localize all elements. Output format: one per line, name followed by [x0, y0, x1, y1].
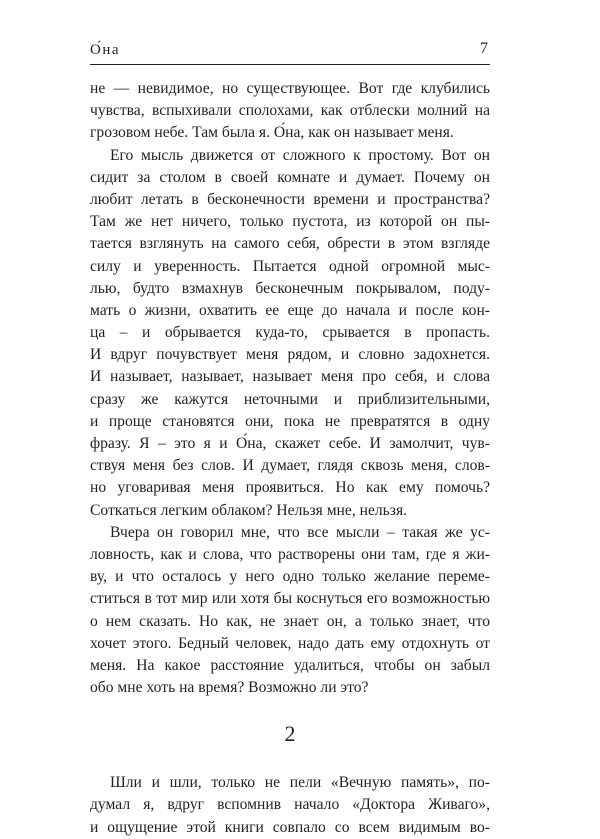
- text-line: лью, будто взмахнув бесконечным покрывалом, поду-: [90, 279, 490, 297]
- running-title: О́на: [90, 42, 121, 58]
- text-line: И вдруг почувствует меня рядом, и словно задохнется.: [90, 346, 490, 364]
- chapter-number: 2: [284, 721, 296, 747]
- text-line: ву, и что осталось у него одно только желание переме-: [90, 568, 490, 586]
- paragraph-1: [90, 78, 490, 145]
- paragraph-2: [90, 145, 490, 522]
- text-line: И называет, называет, называет меня про себя, и слова: [90, 368, 490, 386]
- text-line: о нем сказать. Но как, не знает он, а только знает, что: [90, 612, 490, 630]
- text-line: чувства, вспыхивали сполохами, как отблески молний на: [90, 102, 490, 120]
- text-line: Шли и шли, только не пели «Вечную память», по-: [110, 774, 490, 792]
- text-line: сразу же кажутся неточными и приблизительными,: [90, 390, 490, 408]
- text-line: любит летать в бесконечности времени и пространства?: [90, 190, 490, 208]
- header-rule: [90, 64, 490, 65]
- paragraph-4: [90, 772, 490, 839]
- text-line: хочет этого. Бедный человек, надо дать ему отдохнуть от: [90, 634, 490, 652]
- text-line: Соткаться легким облаком? Нельзя мне, нельзя.: [90, 501, 408, 519]
- text-line: меня. На какое расстояние удалиться, чтобы он забыл: [90, 656, 490, 674]
- text-line: обо мне хоть на время? Возможно ли это?: [90, 679, 369, 697]
- text-line: ствуя меня без слов. И думает, глядя сквозь меня, слов-: [90, 457, 490, 475]
- text-line: Его мысль движется от сложного к простому. Вот он: [110, 146, 490, 164]
- text-line: силу и уверенность. Пытается одной огромной мыс-: [90, 257, 490, 275]
- text-line: ловность, как и слова, что растворены они там, где я жи-: [90, 545, 490, 563]
- text-line: но уговаривая меня проявиться. Но как ему помочь?: [90, 479, 490, 497]
- text-line: ститься в тот мир или хотя бы коснуться его возможностью: [90, 590, 490, 608]
- text-line: думал я, вдруг вспомнив начало «Доктора Живаго»,: [90, 796, 490, 814]
- text-line: и ощущение этой книги совпало со всем видимым во-: [90, 818, 490, 836]
- text-line: фразу. Я – это я и О́на, скажет себе. И замолчит, чув-: [90, 435, 490, 452]
- text-line: мать о жизни, охватить ее еще до начала и после кон-: [90, 301, 490, 319]
- text-line: Вчера он говорил мне, что все мысли – такая же ус-: [110, 523, 490, 541]
- body-text: [90, 78, 490, 839]
- text-line: и проще становятся они, пока не превратятся в одну: [90, 412, 490, 430]
- text-line: ца – и обрывается куда-то, срывается в пропасть.: [90, 324, 490, 342]
- paragraph-3: [90, 522, 490, 700]
- text-line: Там же нет ничего, только пустота, из которой он пы-: [90, 213, 490, 231]
- running-header: [90, 40, 490, 66]
- text-line: не — невидимое, но существующее. Вот где клубились: [90, 80, 490, 97]
- page-number: 7: [480, 40, 488, 57]
- text-line: сидит за столом в своей комнате и думает. Почему он: [90, 168, 490, 186]
- text-line: грозовом небе. Там была я. О́на, как он называет меня.: [90, 124, 454, 142]
- text-line: тается взглянуть на самого себя, обрести в этом взгляде: [90, 235, 490, 253]
